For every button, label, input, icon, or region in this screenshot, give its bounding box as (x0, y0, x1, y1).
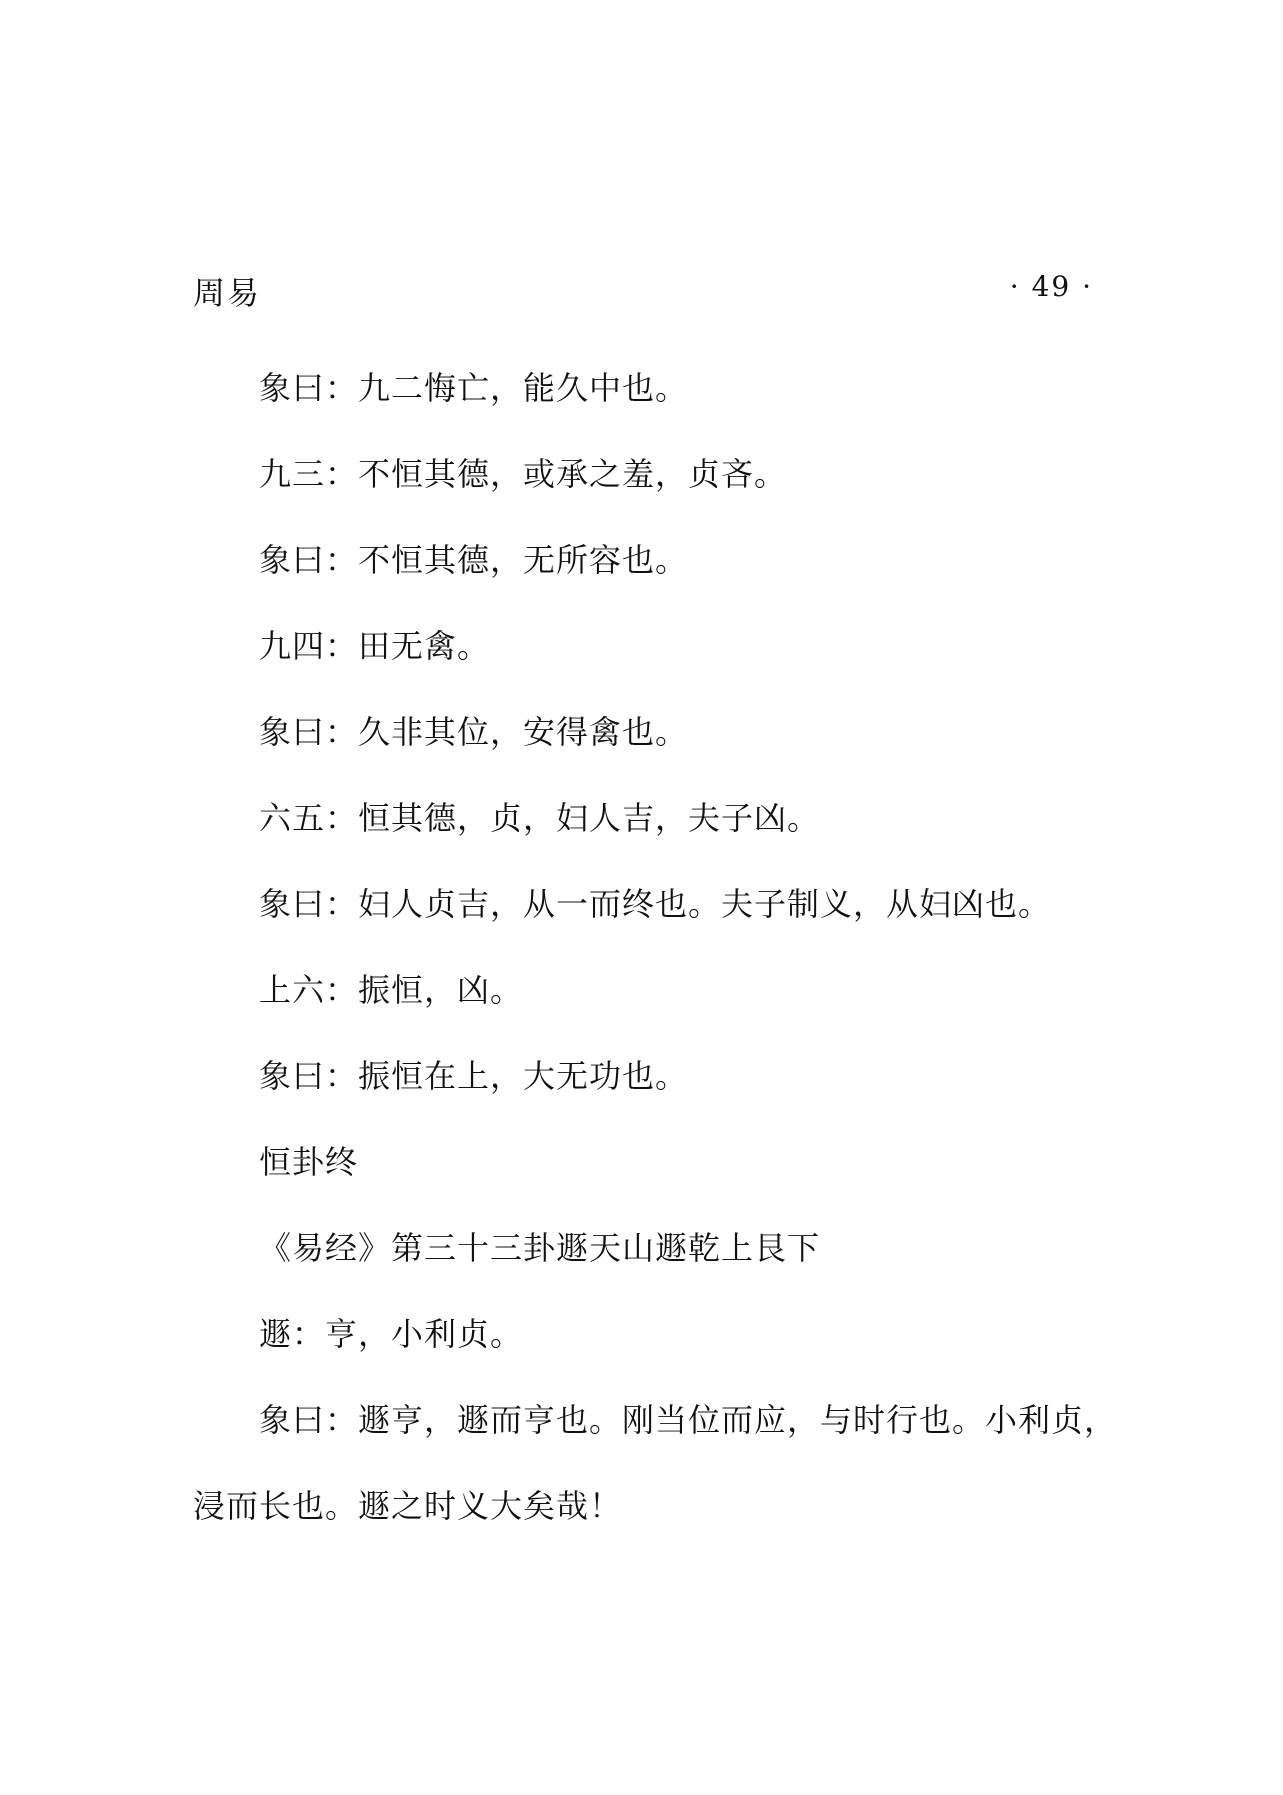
paragraph: 象曰：久非其位，安得禽也。 (259, 713, 689, 751)
paragraph: 遯：亨，小利贞。 (259, 1315, 524, 1353)
paragraph: 象曰：不恒其德，无所容也。 (259, 541, 689, 579)
paragraph: 九三：不恒其德，或承之羞，贞吝。 (259, 455, 788, 493)
section-end-note: 恒卦终 (259, 1143, 359, 1181)
paragraph: 象曰：妇人贞吉，从一而终也。夫子制义，从妇凶也。 (259, 885, 1052, 923)
paragraph: 六五：恒其德，贞，妇人吉，夫子凶。 (259, 799, 821, 837)
paragraph-continuation: 浸而长也。遯之时义大矣哉！ (193, 1487, 623, 1525)
body-text (193, 345, 1118, 1549)
running-title: 周易 (193, 274, 262, 312)
section-heading: 《易经》第三十三卦遯天山遯乾上艮下 (259, 1229, 821, 1267)
paragraph: 象曰：遯亨，遯而亨也。刚当位而应，与时行也。小利贞， (259, 1401, 1118, 1439)
paragraph: 象曰：九二悔亡，能久中也。 (259, 369, 689, 407)
paragraph: 上六：振恒，凶。 (259, 971, 524, 1009)
paragraph: 象曰：振恒在上，大无功也。 (259, 1057, 689, 1095)
page-number: · 49 · (1009, 270, 1093, 303)
page-header (193, 268, 1093, 312)
paragraph: 九四：田无禽。 (259, 627, 491, 665)
